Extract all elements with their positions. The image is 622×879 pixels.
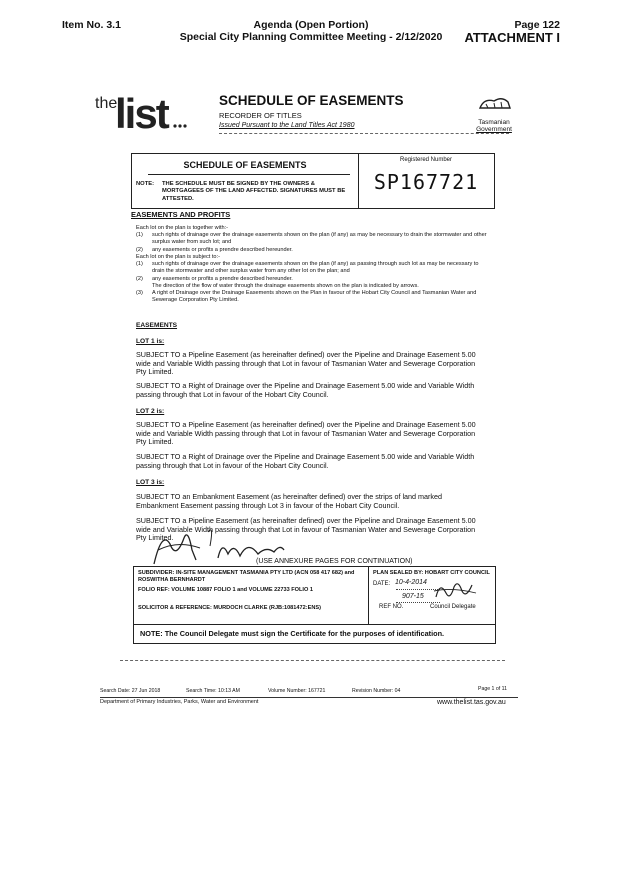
tasmanian-government-logo bbox=[470, 92, 518, 132]
issued-text: Issued Pursuant to the Land Titles Act 1980 bbox=[219, 122, 355, 129]
subdivider-box bbox=[133, 566, 496, 644]
together-item-2: any easements or profits a prendre described hereunder. bbox=[152, 247, 293, 253]
lot1-paragraph-1: SUBJECT TO a Pipeline Easement (as hereinafter defined) over the Pipeline and Drainage Easement 5.00 wide and Variable Width passing through that Lot in favour of Tasmanian Water and Sewerage Corporation Pty Limited. bbox=[136, 350, 476, 377]
subject-item-3: A right of Drainage over the Drainage Easements shown on the Plan in favour of the Hobart City Council and Tasmanian Water and Sewerage Corporation Pty Limited. bbox=[152, 290, 477, 303]
date-label: DATE: bbox=[373, 581, 391, 587]
item-number-1: (1) bbox=[136, 232, 143, 238]
subject-item-1: such rights of drainage over the drainage easements shown on the plan (if any) as passing through such lot as may be necessary to drain the stormwater and other surplus water from any other lot on the plan; and bbox=[152, 261, 479, 274]
intro-together-with: Each lot on the plan is together with:- bbox=[136, 225, 229, 231]
volume-number: Volume Number: 167721 bbox=[268, 688, 326, 694]
lot3-paragraph-2: SUBJECT TO a Pipeline Easement (as hereinafter defined) over the Pipeline and Drainage Easement 5.00 wide and Variable Width passing through that Lot in favour of Tasmanian Water and Sewerage Corporation Pty Limited. bbox=[136, 516, 476, 543]
search-time: Search Time: 10:13 AM bbox=[186, 688, 240, 694]
lower-divider bbox=[120, 660, 505, 661]
solicitor-reference: SOLICITOR & REFERENCE: MURDOCH CLARKE (RJB:1081472:ENS) bbox=[138, 605, 321, 611]
lot1-paragraph-2: SUBJECT TO a Right of Drainage over the Pipeline and Drainage Easement 5.00 wide and Variable Width passing through that Lot in favour of the Hobart City Council. bbox=[136, 381, 475, 399]
subdivider-name: IN-SITE MANAGEMENT TASMANIA PTY LTD (ACN 058 417 682) and ROSWITHA BERNHARDT bbox=[138, 570, 355, 583]
subdivider-label: SUBDIVIDER: bbox=[138, 570, 175, 576]
ref-value: 907-15 bbox=[402, 593, 424, 600]
registered-number-label: Registered Number bbox=[399, 157, 453, 163]
date-value: 10-4-2014 bbox=[395, 579, 427, 586]
department: Department of Primary Industries, Parks, Water and Environment bbox=[100, 699, 259, 705]
thylacine-icon bbox=[474, 92, 514, 114]
council-signature bbox=[432, 577, 478, 603]
lot2-paragraph-2: SUBJECT TO a Right of Drainage over the Pipeline and Drainage Easement 5.00 wide and Variable Width passing through that Lot in favour of the Hobart City Council. bbox=[136, 452, 475, 470]
page-of: Page 1 of 11 bbox=[478, 686, 508, 692]
meeting-title: Special City Planning Committee Meeting - 2/12/2020 bbox=[179, 31, 443, 43]
thelist-logo bbox=[93, 86, 189, 134]
note-label: NOTE: bbox=[136, 181, 155, 187]
plan-sealed-by: PLAN SEALED BY: HOBART CITY COUNCIL bbox=[373, 570, 490, 576]
search-date: Search Date: 27 Jun 2018 bbox=[100, 688, 161, 694]
council-delegate-label: Council Delegate bbox=[430, 604, 476, 610]
item-number-2: (2) bbox=[136, 247, 143, 253]
schedule-box bbox=[131, 153, 495, 209]
intro-subject-to: Each lot on the plan is subject to:- bbox=[136, 254, 220, 260]
recorder-of-titles: RECORDER OF TITLES bbox=[219, 111, 302, 120]
schedule-title-underline bbox=[148, 174, 350, 175]
together-item-1: such rights of drainage over the drainage easements shown on the plan (if any) as may be necessary to drain the stormwater and other surplus water from such lot; and bbox=[152, 232, 487, 245]
revision-number: Revision Number: 04 bbox=[352, 688, 401, 694]
form-title: SCHEDULE OF EASEMENTS bbox=[219, 93, 404, 108]
lot3-paragraph-1: SUBJECT TO an Embankment Easement (as hereinafter defined) over the strips of land marked Embankment Easement passing through Lot 3 in favour of the Hobart City Council. bbox=[136, 492, 443, 510]
subdivider-box-rule bbox=[134, 624, 495, 625]
svg-text:the: the bbox=[95, 95, 118, 112]
registered-number: SP167721 bbox=[373, 170, 479, 194]
easements-heading: EASEMENTS bbox=[136, 322, 178, 329]
schedule-box-title: SCHEDULE OF EASEMENTS bbox=[183, 160, 307, 170]
flow-note: The direction of the flow of water through the drainage easements shown on the plan is indicated by arrows. bbox=[152, 283, 419, 289]
lot3-heading: LOT 3 is: bbox=[136, 479, 165, 486]
subject-item-2: any easements or profits a prendre described hereunder. bbox=[152, 276, 293, 282]
footer-rule bbox=[100, 697, 518, 698]
lot2-heading: LOT 2 is: bbox=[136, 408, 165, 415]
note-text: THE SCHEDULE MUST BE SIGNED BY THE OWNERS & MORTGAGEES OF THE LAND AFFECTED. SIGNATURES MUST BE ATTESTED. bbox=[162, 181, 346, 202]
attachment-label: ATTACHMENT I bbox=[464, 30, 560, 45]
website: www.thelist.tas.gov.au bbox=[437, 699, 506, 706]
easements-profits-heading: EASEMENTS AND PROFITS bbox=[131, 210, 231, 219]
header-divider bbox=[219, 133, 509, 134]
annexure-note: (USE ANNEXURE PAGES FOR CONTINUATION) bbox=[256, 558, 413, 565]
item-number-3: (1) bbox=[136, 261, 143, 267]
svg-text:list: list bbox=[115, 90, 168, 134]
agenda-title: Agenda (Open Portion) bbox=[253, 19, 369, 31]
tas-gov-line2: Government bbox=[476, 126, 512, 133]
folio-ref: FOLIO REF: VOLUME 10887 FOLIO 1 and VOLUME 22733 FOLIO 1 bbox=[138, 587, 313, 593]
ref-no-label: REF NO. bbox=[379, 604, 404, 610]
item-number: Item No. 3.1 bbox=[62, 19, 121, 31]
lot1-heading: LOT 1 is: bbox=[136, 338, 165, 345]
page-number: Page 122 bbox=[514, 19, 560, 31]
item-number-5: (3) bbox=[136, 290, 143, 296]
item-number-4: (2) bbox=[136, 276, 143, 282]
lot2-paragraph-1: SUBJECT TO a Pipeline Easement (as hereinafter defined) over the Pipeline and Drainage Easement 5.00 wide and Variable Width passing through that Lot in favour of Tasmanian Water and Sewerage Corporation Pty Limited. bbox=[136, 420, 476, 447]
council-delegate-note: NOTE: The Council Delegate must sign the Certificate for the purposes of identification. bbox=[140, 629, 445, 638]
subdivider-box-divider bbox=[368, 567, 369, 624]
tas-gov-line1: Tasmanian bbox=[478, 119, 510, 126]
